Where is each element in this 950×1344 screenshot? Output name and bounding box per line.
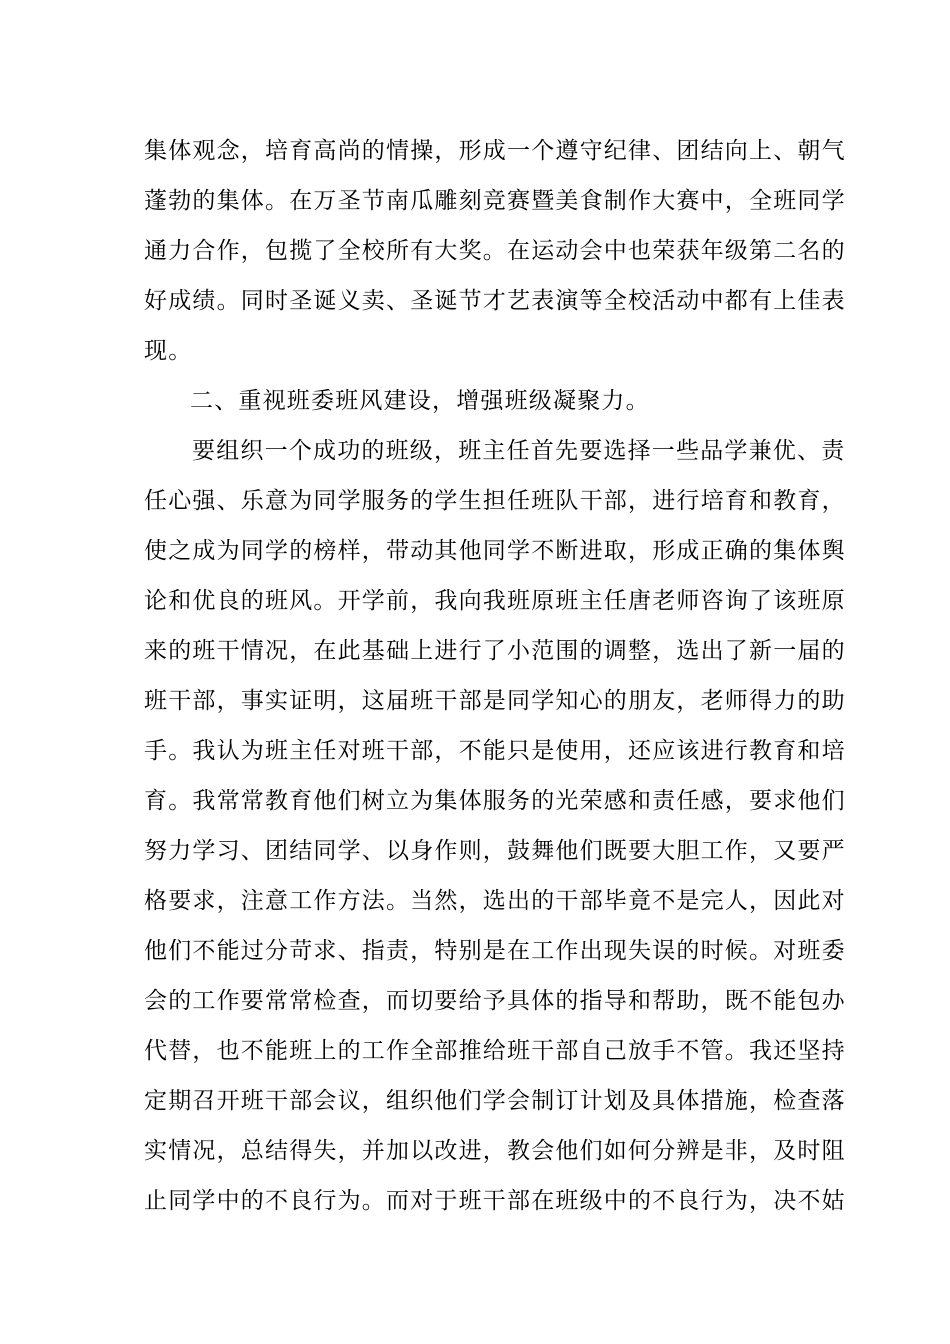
text-line: 好成绩。同时圣诞义卖、圣诞节才艺表演等全校活动中都有上佳表 xyxy=(144,288,846,314)
text-line: 止同学中的不良行为。而对于班干部在班级中的不良行为，决不姑 xyxy=(144,1188,846,1214)
text-line: 实情况，总结得失，并加以改进，教会他们如何分辨是非，及时阻 xyxy=(144,1138,846,1164)
text-line: 任心强、乐意为同学服务的学生担任班队干部，进行培育和教育， xyxy=(144,488,846,514)
text-line: 会的工作要常常检查，而切要给予具体的指导和帮助，既不能包办 xyxy=(144,988,846,1014)
text-line: 蓬勃的集体。在万圣节南瓜雕刻竞赛暨美食制作大赛中，全班同学 xyxy=(144,188,846,214)
text-line: 来的班干情况，在此基础上进行了小范围的调整，选出了新一届的 xyxy=(144,638,846,664)
text-line: 育。我常常教育他们树立为集体服务的光荣感和责任感，要求他们 xyxy=(144,788,846,814)
text-line: 班干部，事实证明，这届班干部是同学知心的朋友，老师得力的助 xyxy=(144,688,846,714)
text-line: 要组织一个成功的班级，班主任首先要选择一些品学兼优、责 xyxy=(192,438,846,464)
text-line: 代替，也不能班上的工作全部推给班干部自己放手不管。我还坚持 xyxy=(144,1038,846,1064)
text-line: 论和优良的班风。开学前，我向我班原班主任唐老师咨询了该班原 xyxy=(144,588,846,614)
text-line: 集体观念，培育高尚的情操，形成一个遵守纪律、团结向上、朝气 xyxy=(144,138,846,164)
text-line: 定期召开班干部会议，组织他们学会制订计划及具体措施，检查落 xyxy=(144,1088,846,1114)
text-line: 通力合作，包揽了全校所有大奖。在运动会中也荣获年级第二名的 xyxy=(144,238,846,264)
text-line: 努力学习、团结同学、以身作则，鼓舞他们既要大胆工作，又要严 xyxy=(144,838,846,864)
text-line: 现。 xyxy=(144,338,193,364)
text-line: 手。我认为班主任对班干部，不能只是使用，还应该进行教育和培 xyxy=(144,738,846,764)
text-line: 他们不能过分苛求、指责，特别是在工作出现失误的时候。对班委 xyxy=(144,938,846,964)
text-line: 格要求，注意工作方法。当然，选出的干部毕竟不是完人，因此对 xyxy=(144,888,846,914)
section-heading: 二、重视班委班风建设，增强班级凝聚力。 xyxy=(190,388,650,414)
text-line: 使之成为同学的榜样，带动其他同学不断进取，形成正确的集体舆 xyxy=(144,538,846,564)
